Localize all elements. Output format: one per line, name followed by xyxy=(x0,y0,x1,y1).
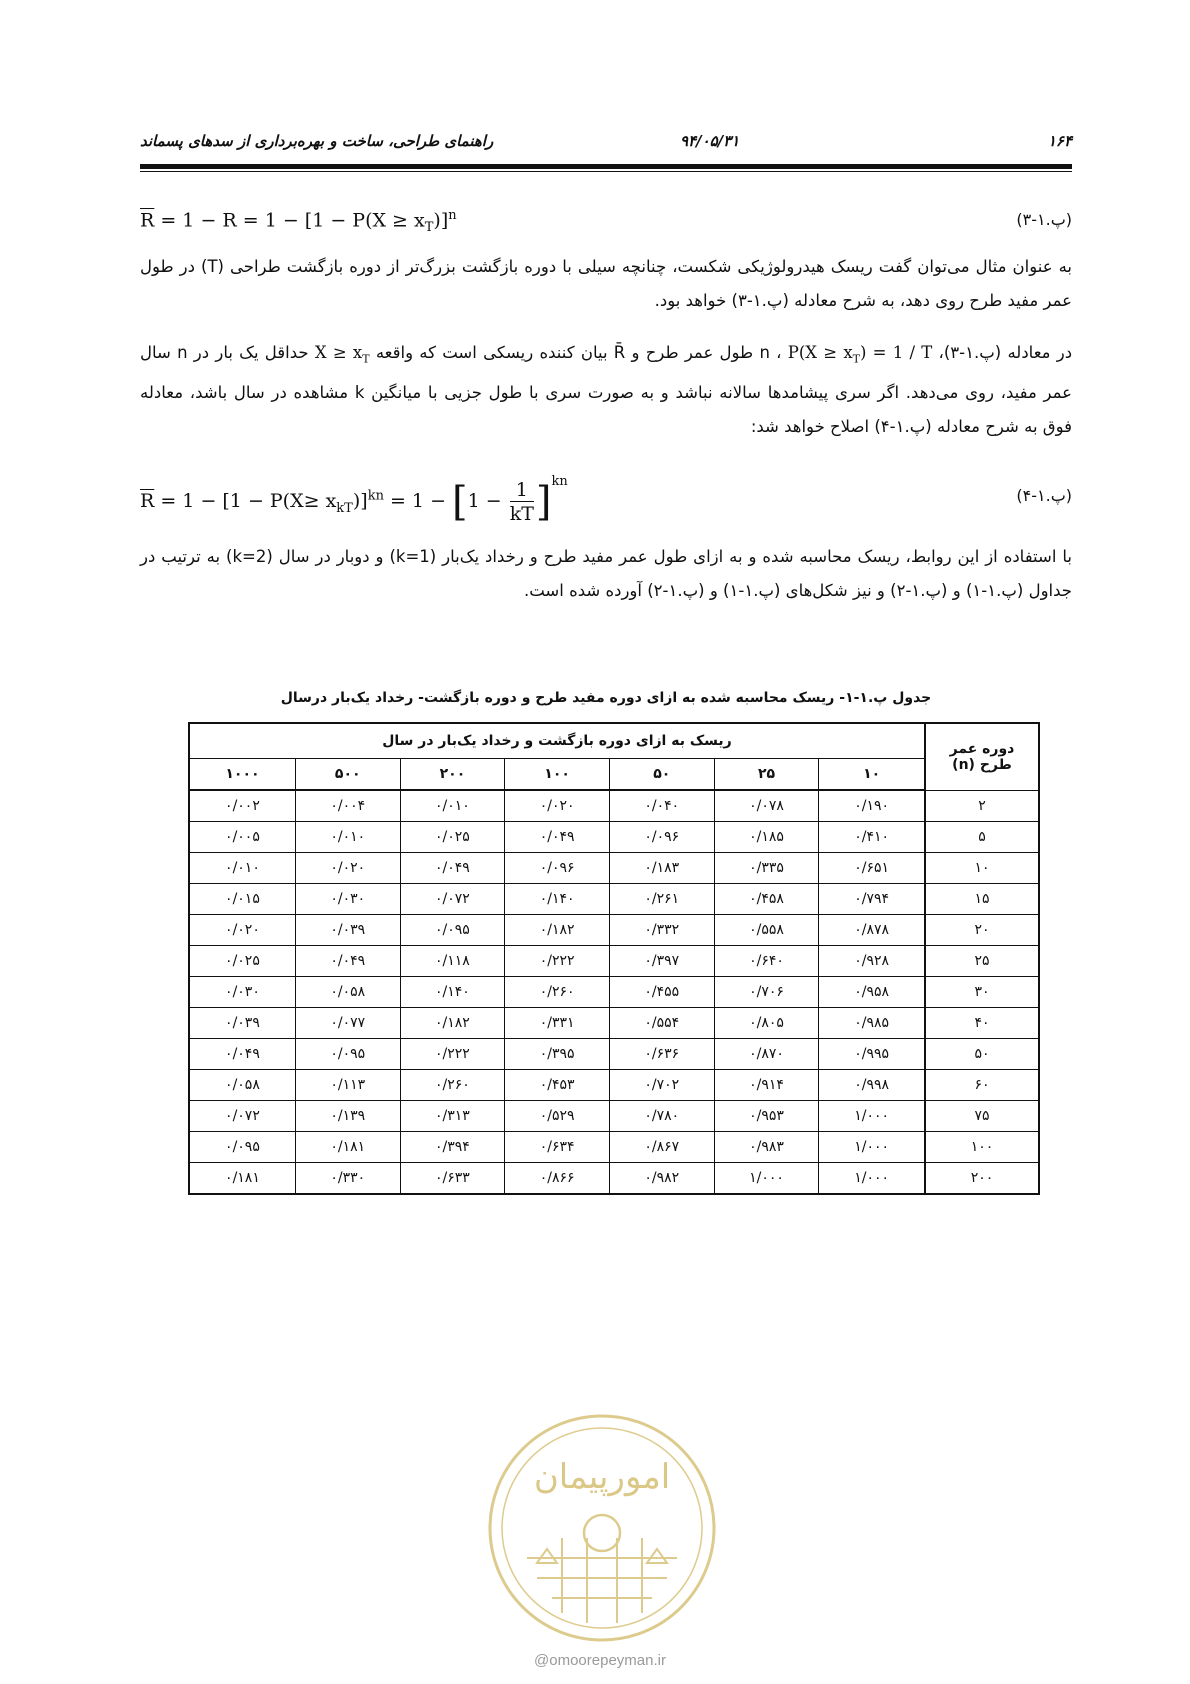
table-cell: ۰/۹۵۸ xyxy=(819,977,925,1008)
table-cell: ۰/۰۷۲ xyxy=(189,1101,295,1132)
column-header: ۵۰۰ xyxy=(295,759,400,791)
table-cell: ۰/۰۲۵ xyxy=(189,946,295,977)
column-header: ۱۰ xyxy=(819,759,925,791)
table-cell: ۰/۳۹۵ xyxy=(505,1039,610,1070)
table-cell: ۰/۵۵۴ xyxy=(609,1008,714,1039)
table-cell: ۰/۰۹۵ xyxy=(189,1132,295,1163)
table-cell: ۰/۹۵۳ xyxy=(714,1101,819,1132)
paragraph-results: با استفاده از این روابط، ریسک محاسبه شده و به ازای طول عمر مفید طرح و رخداد یک‌بار (k=1) و دوبار در سال (k=2) به ترتیب در جداول (پ.۱-۱) و (پ.۱-۲) و نیز شکل‌های (پ.۱-۱) و (پ.۱-۲) آورده شده است. xyxy=(140,547,1072,600)
table-cell: ۰/۱۸۱ xyxy=(295,1132,400,1163)
table-row xyxy=(189,1132,1039,1163)
equation-formula: $\overline{R} = 1 - R = 1 - [1 - P(X \ge x_T)]^n$ xyxy=(140,208,457,236)
table-cell: ۰/۹۸۳ xyxy=(714,1132,819,1163)
row-label-cell: ۵ xyxy=(925,822,1039,853)
table-cell: ۰/۰۳۰ xyxy=(295,884,400,915)
table-cell: ۰/۰۴۰ xyxy=(609,790,714,822)
table-cell: ۰/۰۱۰ xyxy=(189,853,295,884)
page-number: ۱۶۴ xyxy=(1047,132,1072,150)
table-caption: جدول پ.۱-۱- ریسک محاسبه شده به ازای دوره مفید طرح و دوره بازگشت- رخداد یک‌بار درسال xyxy=(280,690,932,706)
table-cell: ۰/۰۱۰ xyxy=(400,790,505,822)
row-label-cell: ۶۰ xyxy=(925,1070,1039,1101)
table-cell: ۰/۱۴۰ xyxy=(505,884,610,915)
table-cell: ۰/۰۲۵ xyxy=(400,822,505,853)
table-cell: ۰/۷۰۶ xyxy=(714,977,819,1008)
table-cell: ۰/۷۹۴ xyxy=(819,884,925,915)
table-cell: ۰/۰۰۴ xyxy=(295,790,400,822)
table-cell: ۰/۷۸۰ xyxy=(609,1101,714,1132)
table-cell: ۰/۹۸۲ xyxy=(609,1163,714,1195)
table-cell: ۰/۸۰۵ xyxy=(714,1008,819,1039)
table-row xyxy=(189,1039,1039,1070)
table-cell: ۰/۱۹۰ xyxy=(819,790,925,822)
table-cell: ۰/۹۹۵ xyxy=(819,1039,925,1070)
table-row xyxy=(189,853,1039,884)
table-cell: ۰/۴۵۳ xyxy=(505,1070,610,1101)
table-cell: ۰/۱۸۲ xyxy=(400,1008,505,1039)
table-cell: ۰/۰۲۰ xyxy=(189,915,295,946)
table-cell: ۰/۴۵۵ xyxy=(609,977,714,1008)
table-cell: ۰/۰۳۹ xyxy=(295,915,400,946)
row-label-cell: ۷۵ xyxy=(925,1101,1039,1132)
table-cell: ۰/۳۱۳ xyxy=(400,1101,505,1132)
table-row xyxy=(189,977,1039,1008)
row-label-cell: ۲۵ xyxy=(925,946,1039,977)
table-cell: ۰/۳۹۴ xyxy=(400,1132,505,1163)
column-header: ۱۰۰۰ xyxy=(189,759,295,791)
table-row xyxy=(189,1163,1039,1195)
table-cell: ۰/۰۴۹ xyxy=(189,1039,295,1070)
table-cell: ۱/۰۰۰ xyxy=(819,1132,925,1163)
table-cell: ۰/۸۶۷ xyxy=(609,1132,714,1163)
risk-table xyxy=(188,722,1040,1195)
table-cell: ۰/۰۵۸ xyxy=(295,977,400,1008)
column-header: ۲۵ xyxy=(714,759,819,791)
table-cell: ۰/۲۲۲ xyxy=(400,1039,505,1070)
group-header: ریسک به ازای دوره بازگشت و رخداد یک‌بار در سال xyxy=(189,723,925,759)
table-row xyxy=(189,790,1039,822)
header-rule-thin xyxy=(140,171,1072,172)
watermark-site: @omoorepeyman.ir xyxy=(534,1652,666,1669)
row-label-cell: ۵۰ xyxy=(925,1039,1039,1070)
seal-icon xyxy=(490,1416,714,1640)
header-rule-thick xyxy=(140,164,1072,169)
table-cell: ۰/۶۵۱ xyxy=(819,853,925,884)
table-cell: ۰/۶۳۳ xyxy=(400,1163,505,1195)
table-cell: ۰/۰۳۹ xyxy=(189,1008,295,1039)
table-cell: ۰/۹۹۸ xyxy=(819,1070,925,1101)
row-header-line2: طرح (n) xyxy=(952,756,1012,773)
column-header: ۵۰ xyxy=(609,759,714,791)
table-cell: ۰/۱۸۱ xyxy=(189,1163,295,1195)
table-row xyxy=(189,884,1039,915)
table-cell: ۰/۰۴۹ xyxy=(295,946,400,977)
table-cell: ۰/۰۲۰ xyxy=(505,790,610,822)
equation-p1-4 xyxy=(140,472,1072,528)
table-cell: ۰/۱۱۸ xyxy=(400,946,505,977)
watermark-logo xyxy=(482,1408,722,1648)
header-date: ۹۴/۰۵/۳۱ xyxy=(680,132,740,150)
para2-rest: حداقل یک بار در n سال عمر مفید، روی می‌دهد. اگر سری پیشامدها سالانه نباشد و به صورت سری با طول جزیی با میانگین k مشاهده در سال باشد، معادله فوق به شرح معادله (پ.۱-۴) اصلاح خواهد شد: xyxy=(140,343,1072,437)
table-cell: ۰/۳۳۰ xyxy=(295,1163,400,1195)
table-cell: ۰/۵۵۸ xyxy=(714,915,819,946)
table-cell: ۰/۹۸۵ xyxy=(819,1008,925,1039)
column-header: ۱۰۰ xyxy=(505,759,610,791)
table-cell: ۰/۷۰۲ xyxy=(609,1070,714,1101)
para2-condition: $P(X \ge x_T) = 1 / T$ xyxy=(787,343,933,366)
table-row xyxy=(189,1101,1039,1132)
table-cell: ۰/۰۱۰ xyxy=(295,822,400,853)
row-label-cell: ۳۰ xyxy=(925,977,1039,1008)
table-cell: ۰/۹۱۴ xyxy=(714,1070,819,1101)
table-cell: ۰/۲۲۲ xyxy=(505,946,610,977)
equation-p1-3 xyxy=(140,204,1072,244)
column-header-row xyxy=(189,759,1039,791)
equation-number: (پ.۱-۳) xyxy=(1016,210,1072,229)
table-cell: ۰/۰۷۷ xyxy=(295,1008,400,1039)
table-cell: ۰/۳۳۱ xyxy=(505,1008,610,1039)
table-row xyxy=(189,1070,1039,1101)
row-header-line1: دوره عمر xyxy=(949,740,1015,757)
table-cell: ۰/۱۴۰ xyxy=(400,977,505,1008)
table-cell: ۰/۳۹۷ xyxy=(609,946,714,977)
table-cell: ۰/۴۱۰ xyxy=(819,822,925,853)
table-row xyxy=(189,1008,1039,1039)
paragraph-example: به عنوان مثال می‌توان گفت ریسک هیدرولوژیکی شکست، چنانچه سیلی با دوره بازگشت بزرگ‌تر از دوره بازگشت طراحی (T) در طول عمر مفید طرح روی دهد، به شرح معادله (پ.۱-۳) خواهد بود. xyxy=(140,257,1073,310)
table-cell: ۰/۵۲۹ xyxy=(505,1101,610,1132)
table-cell: ۰/۰۹۶ xyxy=(609,822,714,853)
watermark-logo-text: امورپیمان xyxy=(533,1457,671,1497)
table-row xyxy=(189,915,1039,946)
table-cell: ۰/۱۱۳ xyxy=(295,1070,400,1101)
row-label-cell: ۲۰۰ xyxy=(925,1163,1039,1195)
table-cell: ۰/۰۷۲ xyxy=(400,884,505,915)
table-cell: ۰/۲۶۰ xyxy=(505,977,610,1008)
table-cell: ۰/۰۴۹ xyxy=(400,853,505,884)
table-row xyxy=(189,822,1039,853)
row-header-cell xyxy=(925,723,1039,790)
row-label-cell: ۱۵ xyxy=(925,884,1039,915)
table-cell: ۰/۰۲۰ xyxy=(295,853,400,884)
table-cell: ۰/۰۹۵ xyxy=(295,1039,400,1070)
table-cell: ۰/۱۸۳ xyxy=(609,853,714,884)
paragraph-definitions xyxy=(140,336,1072,444)
table-row xyxy=(189,946,1039,977)
table-cell: ۰/۳۳۵ xyxy=(714,853,819,884)
column-header: ۲۰۰ xyxy=(400,759,505,791)
table-cell: ۰/۸۶۶ xyxy=(505,1163,610,1195)
para2-middle: ، n طول عمر طرح و R̄ بیان کننده ریسکی است که واقعه xyxy=(375,343,782,362)
table-cell: ۰/۰۰۵ xyxy=(189,822,295,853)
table-cell: ۱/۰۰۰ xyxy=(819,1101,925,1132)
table-cell: ۰/۱۸۲ xyxy=(505,915,610,946)
table-cell: ۰/۰۴۹ xyxy=(505,822,610,853)
row-label-cell: ۲ xyxy=(925,790,1039,822)
para2-lead: در معادله (پ.۱-۳)، xyxy=(938,343,1073,362)
table-cell: ۰/۳۳۲ xyxy=(609,915,714,946)
row-label-cell: ۲۰ xyxy=(925,915,1039,946)
table-cell: ۰/۲۶۱ xyxy=(609,884,714,915)
row-label-cell: ۱۰۰ xyxy=(925,1132,1039,1163)
table-cell: ۰/۸۷۰ xyxy=(714,1039,819,1070)
table-cell: ۰/۱۳۹ xyxy=(295,1101,400,1132)
row-label-cell: ۱۰ xyxy=(925,853,1039,884)
table-cell: ۱/۰۰۰ xyxy=(714,1163,819,1195)
table-cell: ۰/۶۳۶ xyxy=(609,1039,714,1070)
table-cell: ۰/۰۳۰ xyxy=(189,977,295,1008)
table-cell: ۰/۸۷۸ xyxy=(819,915,925,946)
table-cell: ۰/۱۸۵ xyxy=(714,822,819,853)
table-cell: ۰/۰۹۵ xyxy=(400,915,505,946)
table-cell: ۰/۰۰۲ xyxy=(189,790,295,822)
running-header xyxy=(140,132,1072,154)
book-title: راهنمای طراحی، ساخت و بهره‌برداری از سدهای پسماند xyxy=(140,132,494,150)
table-cell: ۰/۰۵۸ xyxy=(189,1070,295,1101)
table-cell: ۰/۲۶۰ xyxy=(400,1070,505,1101)
table-body xyxy=(189,790,1039,1194)
table-cell: ۰/۴۵۸ xyxy=(714,884,819,915)
equation-number: (پ.۱-۴) xyxy=(1016,486,1072,505)
table-cell: ۱/۰۰۰ xyxy=(819,1163,925,1195)
table-cell: ۰/۰۷۸ xyxy=(714,790,819,822)
table-cell: ۰/۰۱۵ xyxy=(189,884,295,915)
row-label-cell: ۴۰ xyxy=(925,1008,1039,1039)
table-cell: ۰/۹۲۸ xyxy=(819,946,925,977)
table-cell: ۰/۶۴۰ xyxy=(714,946,819,977)
table-cell: ۰/۰۹۶ xyxy=(505,853,610,884)
para2-event: $X \ge x_T$ xyxy=(314,343,370,366)
equation-formula: $\overline{R} = 1 - [1 - P(X\ge x_{kT})]^{kn} = 1 - [1$ − $\frac{1}{kT}$ ]$^{kn}$ xyxy=(140,474,568,525)
table-cell: ۰/۶۳۴ xyxy=(505,1132,610,1163)
